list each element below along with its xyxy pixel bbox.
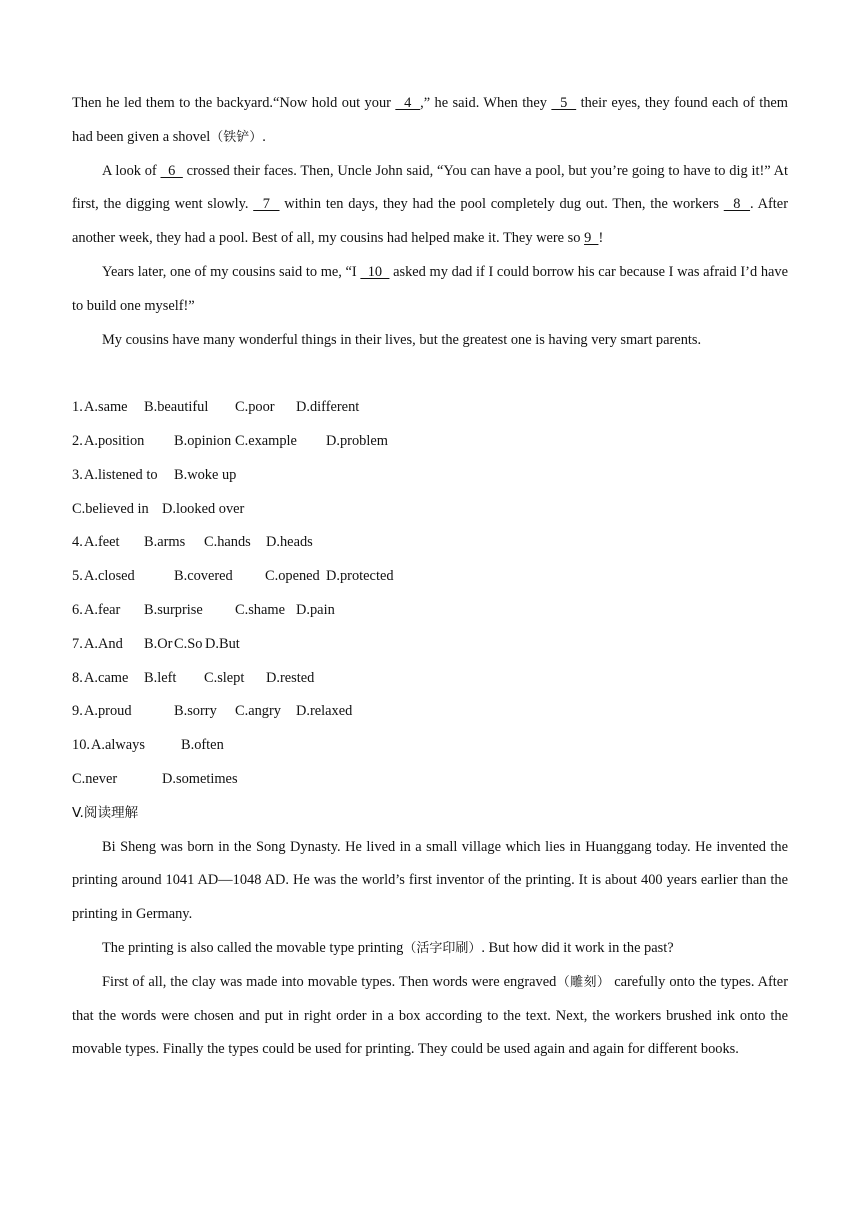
section-title: V.阅读理解: [72, 804, 139, 821]
chinese-gloss: （活字印刷）: [403, 940, 482, 956]
option-b: B.often: [181, 737, 224, 754]
option-b: B.woke up: [174, 466, 237, 483]
option-a: A.same: [84, 399, 128, 416]
passage-text: their eyes, they found each of them had been given a shovel: [72, 95, 788, 145]
blank-4: 4: [395, 95, 421, 111]
chinese-gloss: （铁铲）: [210, 129, 263, 145]
passage-text: Then he led them to the backyard.“Now hold out your: [72, 95, 396, 111]
question-row: [72, 729, 788, 763]
reading-paragraph-2: [72, 932, 788, 966]
passage-text: ,” he said. When they: [420, 95, 552, 111]
option-d: D.protected: [326, 568, 394, 585]
question-number: 7.: [72, 635, 83, 652]
option-a: A.proud: [84, 703, 132, 720]
option-d: D.problem: [326, 432, 388, 449]
option-d: D.But: [205, 635, 240, 652]
option-b: B.beautiful: [144, 399, 209, 416]
option-b: B.covered: [174, 568, 233, 585]
option-c: C.opened: [265, 568, 320, 585]
option-d: D.heads: [266, 534, 313, 551]
option-a: A.always: [91, 737, 145, 754]
option-c: C.angry: [235, 703, 281, 720]
passage-text: . After another week, they had a pool. Best of all, my cousins had helped make it. They were so: [72, 196, 788, 247]
option-a: A.came: [84, 669, 129, 686]
passage-text: !: [598, 230, 604, 247]
option-b: B.arms: [144, 534, 186, 551]
question-row: [72, 628, 788, 662]
option-d: D.rested: [266, 669, 315, 686]
passage-text: Years later, one of my cousins said to me, “I: [102, 263, 361, 280]
question-number: 5.: [72, 568, 83, 585]
question-row: [72, 695, 788, 729]
question-number: 1.: [72, 399, 83, 416]
option-b: B.Or: [144, 635, 173, 652]
option-c: C.example: [235, 432, 297, 449]
option-a: A.listened to: [84, 466, 158, 483]
question-row: [72, 493, 788, 527]
option-a: A.position: [84, 432, 145, 449]
blank-7: 7: [253, 196, 280, 213]
option-c: C.hands: [204, 534, 251, 551]
chinese-gloss: （雕刻）: [556, 974, 611, 990]
question-row: [72, 459, 788, 493]
passage-text: crossed their faces. Then, Uncle John said, “You can have a pool, but you’re going to have to dig it!” At first, the digging went slowly.: [72, 162, 788, 213]
option-c: C.poor: [235, 399, 275, 416]
question-row: [72, 594, 788, 628]
reading-text: . But how did it work in the past?: [481, 939, 674, 956]
option-c: C.So: [174, 635, 203, 652]
question-row: [72, 662, 788, 696]
passage-paragraph-2: [72, 155, 788, 256]
passage-paragraph-4: My cousins have many wonderful things in their lives, but the greatest one is having very smart parents.: [102, 331, 702, 348]
question-list: [72, 391, 788, 797]
option-b: B.surprise: [144, 601, 203, 618]
option-a: A.And: [84, 635, 123, 652]
passage-text: asked my dad if I could borrow his car because I was afraid I’d have to build one myself!”: [72, 263, 788, 314]
question-number: 9.: [72, 703, 83, 720]
option-c: C.never: [72, 770, 118, 787]
question-row: [72, 425, 788, 459]
passage-text: within ten days, they had the pool completely dug out. Then, the workers: [279, 196, 724, 213]
passage-text: A look of: [102, 162, 161, 179]
blank-9: 9: [584, 230, 599, 247]
question-row: [72, 763, 788, 797]
option-c: C.shame: [235, 601, 285, 618]
option-c: C.slept: [204, 669, 245, 686]
passage-paragraph-3: [72, 256, 788, 324]
question-number: 4.: [72, 534, 83, 551]
question-number: 8.: [72, 669, 83, 686]
question-number: 10.: [72, 737, 90, 754]
blank-8: 8: [723, 196, 751, 213]
reading-paragraph-3: [72, 966, 788, 1067]
option-c: C.believed in: [72, 500, 149, 517]
question-row: [72, 526, 788, 560]
reading-text: The printing is also called the movable type printing: [102, 939, 404, 956]
blank-6: 6: [160, 162, 183, 179]
option-b: B.left: [144, 669, 177, 686]
spacer: [72, 357, 788, 391]
reading-text: First of all, the clay was made into movable types. Then words were engraved: [102, 973, 557, 990]
reading-paragraph-1: Bi Sheng was born in the Song Dynasty. He lived in a small village which lies in Huanggang today. He invented the printing around 1041 AD—1048 AD. He was the world’s first inventor of the printing. It is about 400 years earlier than the printing in Germany.: [72, 838, 788, 923]
question-row: [72, 391, 788, 425]
question-number: 2.: [72, 432, 83, 449]
blank-10: 10: [360, 263, 390, 280]
option-d: D.different: [296, 399, 360, 416]
page-content: [72, 87, 788, 1067]
option-b: B.sorry: [174, 703, 217, 720]
question-number: 3.: [72, 466, 83, 483]
option-d: D.sometimes: [162, 770, 238, 787]
blank-5: 5: [551, 95, 577, 111]
option-a: A.feet: [84, 534, 120, 551]
option-d: D.relaxed: [296, 703, 353, 720]
option-a: A.closed: [84, 568, 135, 585]
option-b: B.opinion: [174, 432, 232, 449]
passage-paragraph-1: [72, 87, 788, 155]
option-d: D.looked over: [162, 500, 245, 517]
reading-text: carefully onto the types. After that the words were chosen and put in right order in a box according to the text. Next, the workers brushed ink onto the movable types. Finally the types could be used for printing. They could be used again and again for different books.: [72, 973, 788, 1058]
passage-text: .: [262, 128, 266, 145]
option-a: A.fear: [84, 601, 121, 618]
option-d: D.pain: [296, 601, 335, 618]
question-number: 6.: [72, 601, 83, 618]
question-row: [72, 560, 788, 594]
